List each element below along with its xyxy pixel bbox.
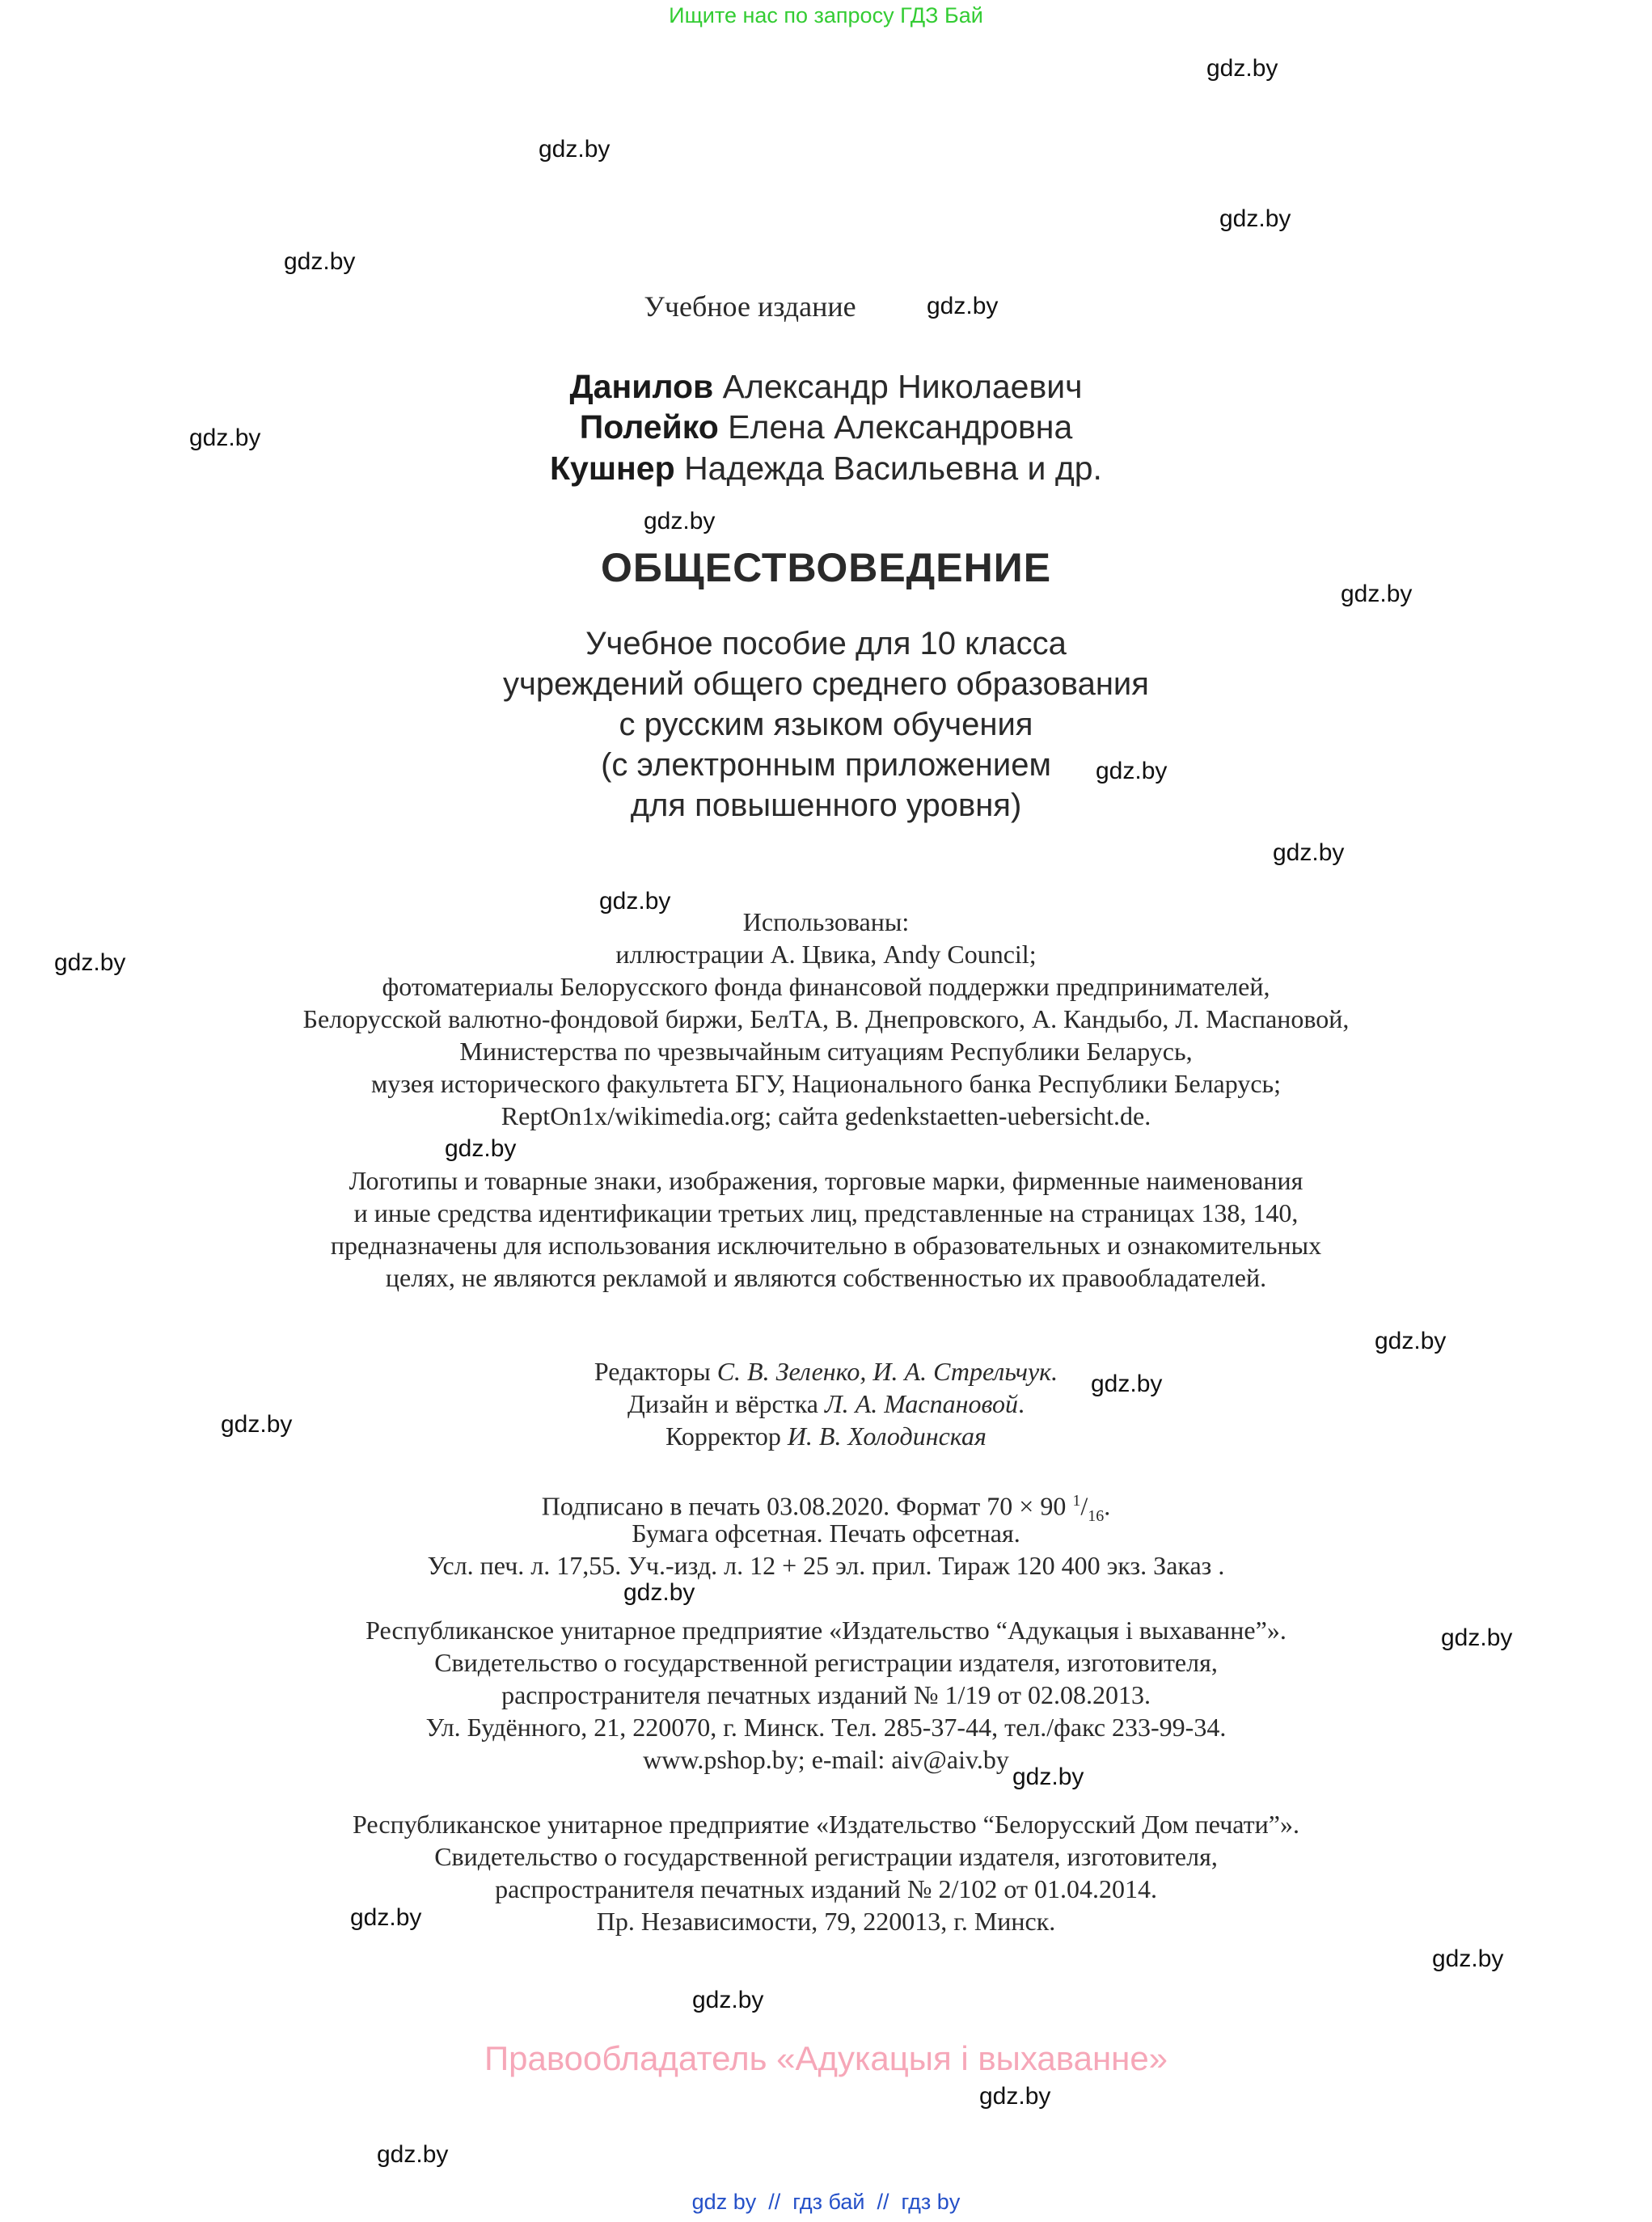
footer-separator: // xyxy=(877,2190,889,2214)
author-line xyxy=(0,408,1652,446)
top-search-notice: Ищите нас по запросу ГДЗ Бай xyxy=(669,3,983,27)
watermark: gdz.by xyxy=(539,136,611,163)
author-given-name: Надежда Васильевна и др. xyxy=(684,450,1102,487)
watermark: gdz.by xyxy=(979,2083,1051,2110)
credits-label: Использованы: xyxy=(742,907,910,936)
printer-line: Республиканское унитарное предприятие «Издательство “Белорусский Дом печати”». xyxy=(353,1810,1299,1839)
watermark: gdz.by xyxy=(377,2141,449,2168)
footer-link-gdz-by-cyr[interactable]: гдз by xyxy=(901,2190,961,2214)
publisher-line: распространителя печатных изданий № 1/19 от 02.08.2013. xyxy=(501,1680,1151,1709)
design-names: Л. А. Маспановой xyxy=(824,1389,1018,1418)
credits-line: ReptOn1x/wikimedia.org; сайта gedenkstaetten-uebersicht.de. xyxy=(501,1101,1151,1130)
watermark: gdz.by xyxy=(1341,581,1413,607)
watermark: gdz.by xyxy=(1432,1945,1504,1972)
trademark-notice-line: и иные средства идентификации третьих лиц, представленные на страницах 138, 140, xyxy=(353,1198,1299,1227)
design-label: Дизайн и вёрстка xyxy=(627,1389,825,1418)
subtitle-line: Учебное пособие для 10 класса xyxy=(585,626,1067,661)
publisher-line: Республиканское унитарное предприятие «Издательство “Адукацыя і выхаванне”». xyxy=(365,1616,1287,1645)
author-surname: Данилов xyxy=(569,368,714,405)
watermark: gdz.by xyxy=(692,1987,764,2013)
design-end: . xyxy=(1017,1389,1025,1418)
corrector-label: Корректор xyxy=(665,1421,788,1451)
edition-label: Учебное издание xyxy=(644,290,856,323)
subtitle-line: для повышенного уровня) xyxy=(630,788,1022,823)
credits-line: Белорусской валютно-фондовой биржи, БелТА, В. Днепровского, А. Кандыбо, Л. Маспановой, xyxy=(302,1004,1350,1033)
trademark-notice-line: целях, не являются рекламой и являются собственностью их правообладателей. xyxy=(385,1263,1267,1292)
watermark: gdz.by xyxy=(1273,839,1345,866)
corrector-names: И. В. Холодинская xyxy=(787,1421,987,1451)
signed-line: Подписано в печать 03.08.2020. Формат 70 × 90 $^1/_{16}$. xyxy=(541,1491,1111,1526)
watermark: gdz.by xyxy=(350,1904,422,1931)
printer-line: распространителя печатных изданий № 2/102 от 01.04.2014. xyxy=(495,1874,1157,1903)
watermark: gdz.by xyxy=(54,949,126,976)
paper-line: Бумага офсетная. Печать офсетная. xyxy=(632,1519,1020,1548)
editors-label: Редакторы xyxy=(594,1357,717,1386)
corrector-line xyxy=(0,1420,1652,1452)
author-surname: Кушнер xyxy=(550,450,675,487)
printer-line: Свидетельство о государственной регистрации издателя, изготовителя, xyxy=(434,1842,1218,1871)
watermark: gdz.by xyxy=(1375,1328,1447,1354)
author-line xyxy=(0,450,1652,488)
design-line xyxy=(0,1388,1652,1420)
credits-line: фотоматериалы Белорусского фонда финансовой поддержки предпринимателей, xyxy=(382,972,1270,1001)
publisher-line: Ул. Будённого, 21, 220070, г. Минск. Тел. 285-37-44, тел./факс 233-99-34. xyxy=(425,1713,1227,1742)
volume-line: Усл. печ. л. 17,55. Уч.-изд. л. 12 + 25 эл. прил. Тираж 120 400 экз. Заказ . xyxy=(427,1551,1225,1580)
signed-suffix: . xyxy=(1104,1491,1111,1521)
author-given-name: Елена Александровна xyxy=(728,408,1073,446)
watermark: gdz.by xyxy=(1096,758,1168,784)
publisher-contacts: www.pshop.by; e-mail: aiv@aiv.by xyxy=(643,1745,1009,1774)
rights-holder-notice: Правообладатель «Адукацыя і выхаванне» xyxy=(484,2039,1168,2077)
subtitle-line: с русским языком обучения xyxy=(619,707,1033,742)
author-given-name: Александр Николаевич xyxy=(722,368,1083,405)
subtitle-line: (с электронным приложением xyxy=(601,747,1051,783)
footer-links xyxy=(0,2190,1652,2215)
author-surname: Полейко xyxy=(579,408,719,446)
author-line xyxy=(0,368,1652,406)
trademark-notice-line: Логотипы и товарные знаки, изображения, торговые марки, фирменные наименования xyxy=(349,1166,1303,1195)
watermark: gdz.by xyxy=(599,888,671,915)
watermark: gdz.by xyxy=(221,1411,293,1438)
book-title: ОБЩЕСТВОВЕДЕНИЕ xyxy=(600,545,1052,590)
credits-line: Министерства по чрезвычайным ситуациям Республики Беларусь, xyxy=(459,1037,1193,1066)
format-numerator: 1 xyxy=(1072,1492,1081,1510)
editors-names: С. В. Зеленко, И. А. Стрельчук. xyxy=(716,1357,1058,1386)
watermark: gdz.by xyxy=(623,1579,695,1606)
signed-prefix: Подписано в печать 03.08.2020. Формат 70 × 90 xyxy=(541,1491,1073,1521)
watermark: gdz.by xyxy=(1091,1371,1163,1397)
watermark: gdz.by xyxy=(927,293,999,319)
watermark: gdz.by xyxy=(644,508,716,534)
watermark: gdz.by xyxy=(189,425,261,451)
footer-separator: // xyxy=(768,2190,781,2214)
credits-line: иллюстрации А. Цвика, Andy Council; xyxy=(615,940,1037,969)
trademark-notice-line: предназначены для использования исключительно в образовательных и ознакомительных xyxy=(330,1231,1322,1260)
watermark: gdz.by xyxy=(284,248,356,275)
editors-line xyxy=(0,1355,1652,1388)
watermark: gdz.by xyxy=(1012,1764,1084,1790)
footer-link-gdz-bai[interactable]: гдз бай xyxy=(792,2190,865,2214)
footer-link-gdz-by[interactable]: gdz by xyxy=(691,2190,757,2214)
watermark: gdz.by xyxy=(1441,1624,1513,1651)
publisher-line: Свидетельство о государственной регистрации издателя, изготовителя, xyxy=(434,1648,1218,1677)
printer-line: Пр. Независимости, 79, 220013, г. Минск. xyxy=(596,1907,1056,1936)
subtitle-line: учреждений общего среднего образования xyxy=(503,666,1149,702)
credits-line: музея исторического факультета БГУ, Национального банка Республики Беларусь; xyxy=(370,1069,1282,1098)
watermark: gdz.by xyxy=(1219,205,1291,232)
format-denominator: 16 xyxy=(1088,1507,1105,1526)
watermark: gdz.by xyxy=(1206,55,1278,82)
watermark: gdz.by xyxy=(445,1135,517,1162)
